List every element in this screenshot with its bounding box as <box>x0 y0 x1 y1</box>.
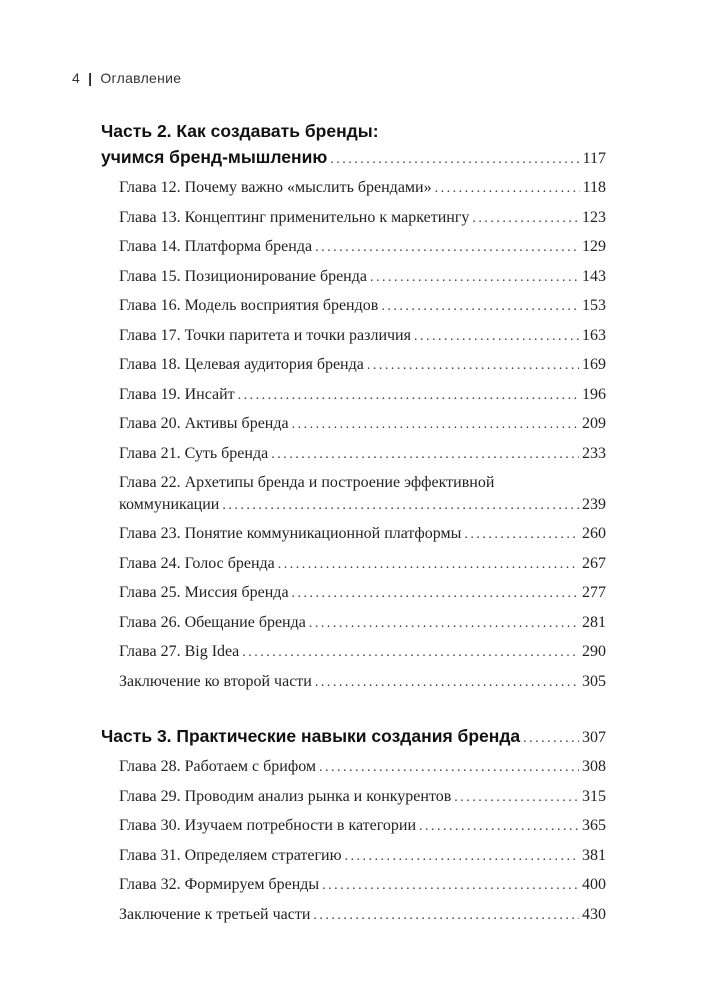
dot-leader <box>309 613 579 635</box>
toc-entry-label: Глава 24. Голос бренда <box>119 554 275 572</box>
header-separator: | <box>88 70 93 86</box>
toc-entry-row <box>119 874 606 897</box>
dot-leader <box>435 178 580 200</box>
toc-entry-row <box>119 266 606 289</box>
toc-entry-row <box>119 612 606 635</box>
dot-leader <box>319 757 579 779</box>
toc-entries <box>101 177 606 693</box>
toc-entry-label: Глава 28. Работаем с брифом <box>119 758 317 775</box>
toc-entry[interactable] <box>119 756 606 779</box>
toc-entry-row <box>119 756 606 779</box>
toc-entry-row <box>119 384 606 407</box>
toc-entry-row <box>119 295 606 318</box>
toc-entry-row <box>119 354 606 377</box>
toc-entry[interactable] <box>119 354 606 377</box>
part-title-label: Часть 3. Практические навыки создания бренда <box>101 726 521 746</box>
dot-leader <box>242 642 579 664</box>
toc-entry-row <box>119 177 606 200</box>
part-page-number: 117 <box>582 150 606 167</box>
toc-entry[interactable] <box>119 612 606 635</box>
toc-entry-page-number: 277 <box>582 584 606 601</box>
dot-leader <box>370 267 579 289</box>
toc-entry-label: Глава 13. Концептинг применительно к маркетингу <box>119 208 470 226</box>
toc-entry-page-number: 267 <box>582 554 606 572</box>
table-of-contents <box>101 118 606 956</box>
toc-entry-row <box>119 671 606 694</box>
toc-entry-page-number: 118 <box>582 179 606 196</box>
toc-entry-label: Глава 30. Изучаем потребности в категории <box>119 817 417 834</box>
dot-leader <box>345 846 579 868</box>
toc-entry-row <box>119 845 606 868</box>
toc-entry[interactable] <box>119 443 606 466</box>
toc-entry-page-number: 381 <box>582 846 606 864</box>
dot-leader <box>313 905 579 927</box>
toc-entry-label: Глава 12. Почему важно «мыслить брендами» <box>119 179 432 196</box>
header-section-title: Оглавление <box>100 70 182 86</box>
toc-entry[interactable] <box>119 845 606 868</box>
part-title-row[interactable] <box>101 723 606 752</box>
toc-entry-page-number: 260 <box>582 525 606 542</box>
toc-entry-page-number: 290 <box>582 643 606 660</box>
toc-entry[interactable] <box>119 582 606 605</box>
dot-leader <box>454 787 579 809</box>
part-title-label: учимся бренд-мышлению <box>101 147 328 167</box>
toc-entry-page-number: 233 <box>582 444 606 462</box>
toc-entry-page-number: 129 <box>582 238 606 255</box>
dot-leader <box>278 554 579 576</box>
dot-leader <box>472 208 579 230</box>
toc-entry-row <box>119 413 606 436</box>
toc-part <box>101 723 606 926</box>
toc-entry[interactable] <box>119 266 606 289</box>
toc-entry-label: Глава 19. Инсайт <box>119 385 235 403</box>
toc-entry-page-number: 365 <box>582 817 606 834</box>
toc-entry-label: Глава 23. Понятие коммуникационной платформы <box>119 525 462 542</box>
dot-leader <box>322 875 579 897</box>
toc-entry-row <box>119 523 606 546</box>
toc-entry[interactable] <box>119 904 606 927</box>
dot-leader <box>464 524 579 546</box>
toc-entry-page-number: 196 <box>582 385 606 403</box>
toc-entry-row <box>119 553 606 576</box>
toc-entry-label: коммуникации <box>119 495 220 513</box>
toc-entry-label: Глава 16. Модель восприятия брендов <box>119 297 379 314</box>
toc-part <box>101 118 606 693</box>
dot-leader <box>292 414 579 436</box>
toc-entry[interactable] <box>119 325 606 348</box>
toc-entry-label: Глава 20. Активы бренда <box>119 415 289 432</box>
toc-entry[interactable] <box>119 177 606 200</box>
toc-entry-row <box>119 325 606 348</box>
toc-entry[interactable] <box>119 671 606 694</box>
dot-leader <box>315 237 579 259</box>
toc-entry-row <box>119 786 606 809</box>
toc-entry-label: Глава 21. Суть бренда <box>119 444 269 462</box>
toc-entry-page-number: 281 <box>582 613 606 631</box>
dot-leader <box>381 296 579 318</box>
toc-entry-label: Глава 26. Обещание бренда <box>119 613 306 631</box>
toc-entry-label: Заключение ко второй части <box>119 672 312 690</box>
part-title-row[interactable] <box>101 144 606 173</box>
toc-entry[interactable] <box>119 472 606 516</box>
toc-entry-row <box>119 904 606 927</box>
toc-entry-label: Глава 32. Формируем бренды <box>119 876 320 893</box>
toc-entry-page-number: 209 <box>582 415 606 432</box>
toc-entry-page-number: 305 <box>582 672 606 690</box>
toc-entry-page-number: 163 <box>582 326 606 344</box>
toc-entry-label: Глава 25. Миссия бренда <box>119 584 289 601</box>
toc-entry-page-number: 153 <box>582 297 606 314</box>
toc-entry[interactable] <box>119 413 606 436</box>
toc-entry-row <box>119 641 606 664</box>
toc-entry-label: Глава 15. Позиционирование бренда <box>119 267 367 285</box>
toc-entry-label: Заключение к третьей части <box>119 905 311 923</box>
toc-entry-page-number: 315 <box>582 787 606 805</box>
toc-entry[interactable] <box>119 815 606 838</box>
dot-leader <box>367 355 579 377</box>
toc-entry[interactable] <box>119 523 606 546</box>
toc-entry-label: Глава 17. Точки паритета и точки различия <box>119 326 411 344</box>
toc-entry-row <box>119 207 606 230</box>
toc-entry-page-number: 430 <box>582 905 606 923</box>
toc-entry-label: Глава 29. Проводим анализ рынка и конкурентов <box>119 787 452 805</box>
toc-entry-row <box>119 582 606 605</box>
dot-leader <box>315 672 579 694</box>
toc-entry-row <box>119 494 606 517</box>
toc-entry-page-number: 308 <box>582 758 606 775</box>
part-page-number: 307 <box>582 729 606 746</box>
toc-entry-page-number: 169 <box>582 356 606 373</box>
part-title <box>101 723 606 752</box>
part-title <box>101 118 606 173</box>
toc-entry-row <box>119 443 606 466</box>
toc-entry[interactable] <box>119 207 606 230</box>
dot-leader <box>238 385 579 407</box>
part-title-line: Часть 2. Как создавать бренды: <box>101 121 379 141</box>
toc-entry-page-number: 400 <box>582 876 606 893</box>
toc-entry[interactable] <box>119 553 606 576</box>
toc-entry-page-number: 143 <box>582 267 606 285</box>
dot-leader <box>222 495 579 517</box>
header-page-number: 4 <box>72 70 81 86</box>
toc-entries <box>101 756 606 926</box>
toc-entry-label: Глава 31. Определяем стратегию <box>119 846 342 864</box>
dot-leader <box>523 726 579 752</box>
toc-entry[interactable] <box>119 295 606 318</box>
toc-entry-label: Глава 18. Целевая аудитория бренда <box>119 356 364 373</box>
toc-entry-page-number: 239 <box>582 495 606 513</box>
running-head <box>72 70 181 86</box>
dot-leader <box>414 326 579 348</box>
toc-entry[interactable] <box>119 384 606 407</box>
dot-leader <box>271 444 579 466</box>
toc-entry-row <box>119 815 606 838</box>
toc-entry-page-number: 123 <box>582 208 606 226</box>
toc-entry-row <box>119 236 606 259</box>
toc-entry[interactable] <box>119 236 606 259</box>
toc-entry[interactable] <box>119 786 606 809</box>
dot-leader <box>419 816 579 838</box>
dot-leader <box>292 583 579 605</box>
toc-entry-label-line: Глава 22. Архетипы бренда и построение эффективной <box>119 474 495 491</box>
toc-entry[interactable] <box>119 874 606 897</box>
toc-entry[interactable] <box>119 641 606 664</box>
toc-entry-label: Глава 14. Платформа бренда <box>119 238 313 255</box>
toc-entry-label: Глава 27. Big Idea <box>119 643 240 660</box>
dot-leader <box>330 147 579 173</box>
